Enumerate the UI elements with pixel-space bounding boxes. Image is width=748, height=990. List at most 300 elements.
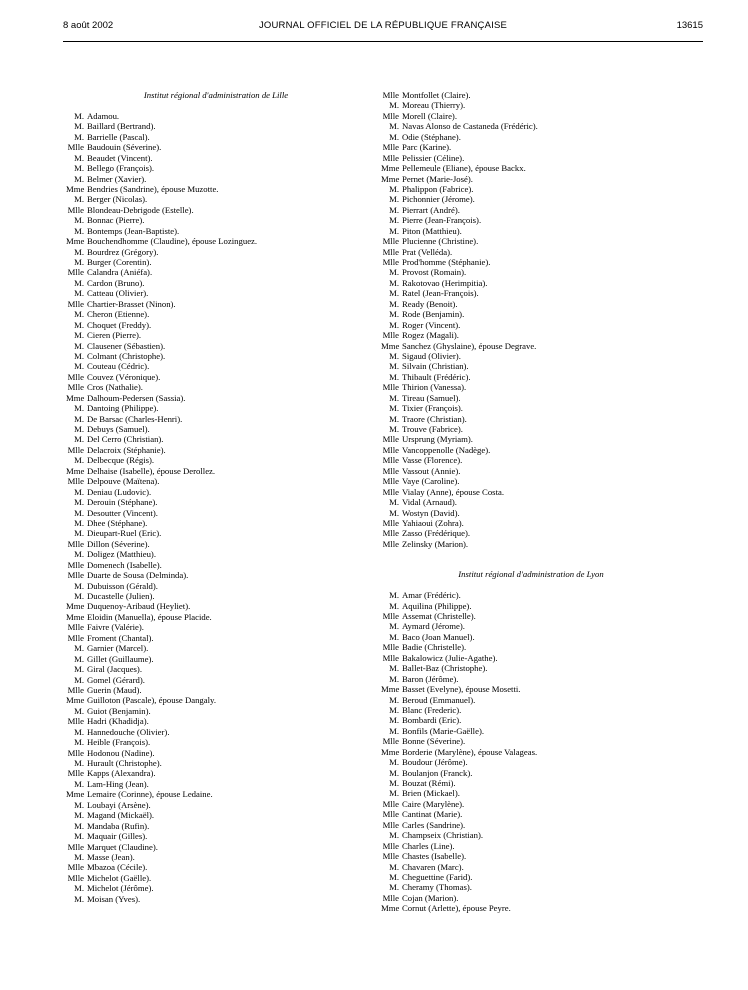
person-name: Piton (Matthieu). [402, 225, 462, 236]
civility-title: Mlle [382, 798, 399, 809]
person-name: Vasse (Florence). [402, 455, 463, 466]
civility-title: M. [74, 517, 84, 528]
list-item [381, 403, 681, 413]
civility-title: M. [389, 267, 399, 278]
list-item [381, 132, 681, 142]
person-name: Couteau (Cédric). [87, 361, 150, 372]
civility-title: M. [389, 183, 399, 194]
civility-title: M. [389, 704, 399, 715]
civility-title: Mlle [67, 298, 84, 309]
list-item [381, 508, 681, 518]
civility-title: Mlle [67, 444, 84, 455]
civility-title: M. [389, 497, 399, 508]
civility-title: M. [74, 674, 84, 685]
list-item [381, 778, 681, 788]
list-item [66, 257, 366, 267]
list-item [381, 111, 681, 121]
list-item [381, 882, 681, 892]
list-item [381, 184, 681, 194]
person-name: Baudouin (Séverine). [87, 142, 162, 153]
list-item [381, 788, 681, 798]
civility-title: M. [74, 820, 84, 831]
civility-title: Mlle [382, 434, 399, 445]
person-name: Vialay (Anne), épouse Costa. [402, 486, 505, 497]
civility-title: Mlle [67, 716, 84, 727]
civility-title: M. [74, 225, 84, 236]
person-name: Cheguettine (Farid). [402, 871, 473, 882]
list-item [66, 476, 366, 486]
civility-title: M. [74, 580, 84, 591]
civility-title: Mlle [382, 517, 399, 528]
civility-title: Mlle [382, 382, 399, 393]
list-item [66, 247, 366, 257]
list-item [66, 487, 366, 497]
civility-title: M. [74, 194, 84, 205]
list-item [381, 174, 681, 184]
list-item [66, 821, 366, 831]
list-item [66, 361, 366, 371]
civility-title: Mme [381, 684, 400, 695]
list-item [381, 590, 681, 600]
person-name: Charles (Line). [402, 840, 455, 851]
civility-title: Mlle [382, 642, 399, 653]
person-name: Bendries (Sandrine), épouse Muzotte. [87, 183, 219, 194]
list-item [66, 309, 366, 319]
list-item [66, 330, 366, 340]
person-name: Adamou. [87, 110, 120, 121]
civility-title: M. [389, 778, 399, 788]
person-name: Choquet (Freddy). [87, 319, 152, 330]
person-name: Garnier (Marcel). [87, 643, 149, 654]
person-name: Ducastelle (Julien). [87, 591, 155, 601]
person-name: Thibault (Frédéric). [402, 371, 471, 382]
civility-title: M. [74, 110, 84, 121]
person-name: Pellemeule (Eliane), épouse Backx. [402, 163, 526, 174]
person-name: Silvain (Christian). [402, 361, 469, 372]
civility-title: M. [389, 590, 399, 601]
list-item [66, 132, 366, 142]
list-item [381, 341, 681, 351]
person-name: Tireau (Samuel). [402, 392, 461, 403]
person-name: Chavaren (Marc). [402, 861, 464, 872]
person-name: Wostyn (David). [402, 507, 460, 518]
person-name: Cardon (Bruno). [87, 277, 145, 288]
list-item [381, 736, 681, 746]
list-item [381, 872, 681, 882]
list-item [381, 455, 681, 465]
civility-title: Mme [66, 236, 85, 247]
civility-title: M. [74, 340, 84, 351]
person-name: Bontemps (Jean-Baptiste). [87, 225, 180, 236]
civility-title: Mlle [67, 841, 84, 852]
civility-title: M. [74, 361, 84, 372]
civility-title: M. [389, 694, 399, 705]
list-item [66, 873, 366, 883]
civility-title: M. [74, 350, 84, 361]
civility-title: M. [389, 121, 399, 132]
person-name: Vassout (Annie). [402, 465, 461, 476]
person-name: Guilloton (Pascale), épouse Dangaly. [87, 695, 216, 706]
person-name: Dalhoum-Pedersen (Sassia). [87, 392, 186, 403]
civility-title: M. [389, 194, 399, 205]
civility-title: M. [389, 277, 399, 288]
list-item [66, 299, 366, 309]
civility-title: Mlle [67, 204, 84, 215]
civility-title: M. [74, 319, 84, 330]
list-item [66, 215, 366, 225]
civility-title: M. [389, 215, 399, 226]
list-item [381, 414, 681, 424]
civility-title: Mlle [382, 809, 399, 820]
list-item [66, 810, 366, 820]
civility-title: Mlle [382, 110, 399, 121]
person-name: Bonfils (Marie-Gaëlle). [402, 725, 485, 736]
person-name: Bonnac (Pierre). [87, 215, 145, 226]
civility-title: M. [74, 883, 84, 894]
civility-title: M. [74, 131, 84, 142]
list-item [381, 903, 681, 913]
person-name: Chartier-Brasset (Ninon). [87, 298, 176, 309]
civility-title: M. [74, 643, 84, 654]
person-name: Zasso (Frédérique). [402, 528, 471, 539]
civility-title: Mlle [67, 538, 84, 549]
list-item [66, 153, 366, 163]
civility-title: M. [74, 549, 84, 560]
civility-title: M. [389, 413, 399, 424]
right-column [381, 90, 681, 914]
person-name: Catteau (Olivier). [87, 288, 149, 299]
lille-list-left [66, 111, 366, 904]
civility-title: Mme [66, 392, 85, 403]
person-name: Hodonou (Nadine). [87, 747, 155, 758]
person-name: Mbazoa (Cécile). [87, 862, 148, 873]
person-name: Champseix (Christian). [402, 830, 484, 841]
civility-title: Mlle [382, 330, 399, 341]
civility-title: M. [74, 664, 84, 675]
list-item [381, 278, 681, 288]
person-name: Boudour (Jérôme). [402, 757, 468, 768]
person-name: Assemat (Christelle). [402, 611, 476, 621]
list-item [381, 393, 681, 403]
civility-title: M. [74, 455, 84, 466]
civility-title: M. [74, 799, 84, 810]
civility-title: Mlle [67, 747, 84, 758]
list-item [66, 455, 366, 465]
list-item [66, 194, 366, 204]
civility-title: M. [74, 831, 84, 842]
list-item [381, 153, 681, 163]
list-item [66, 236, 366, 246]
section-title-lille: Institut régional d'administration de Lille [143, 90, 289, 100]
civility-title: M. [74, 215, 84, 226]
list-item [381, 747, 681, 757]
list-item [381, 257, 681, 267]
person-name: Cojan (Marion). [402, 892, 459, 903]
civility-title: Mlle [382, 152, 399, 163]
civility-title: Mlle [67, 476, 84, 487]
civility-title: M. [74, 758, 84, 768]
civility-title: M. [74, 424, 84, 434]
person-name: Burger (Corentin). [87, 257, 152, 267]
civility-title: M. [389, 131, 399, 142]
civility-title: M. [74, 528, 84, 539]
list-item [66, 664, 366, 674]
list-item [66, 758, 366, 768]
civility-title: M. [74, 497, 84, 508]
list-item [381, 361, 681, 371]
person-name: Parc (Karine). [402, 142, 452, 153]
list-item [66, 748, 366, 758]
civility-title: Mme [66, 601, 85, 612]
list-item [66, 591, 366, 601]
person-name: Maquair (Gilles). [87, 831, 148, 842]
person-name: Blondeau-Debrigode (Estelle). [87, 204, 194, 215]
list-item [381, 621, 681, 631]
person-name: Odie (Stéphane). [402, 131, 461, 142]
civility-title: Mlle [67, 622, 84, 633]
civility-title: Mme [66, 611, 85, 622]
person-name: Dantoing (Philippe). [87, 403, 159, 414]
person-name: Traore (Christian). [402, 413, 467, 424]
civility-title: Mlle [67, 570, 84, 581]
list-item [66, 424, 366, 434]
civility-title: M. [389, 361, 399, 372]
person-name: Duquenoy-Aribaud (Heyliet). [87, 601, 191, 612]
civility-title: Mlle [382, 476, 399, 487]
person-name: Mandaba (Rufin). [87, 820, 150, 831]
list-item [381, 663, 681, 673]
list-item [381, 497, 681, 507]
list-item [381, 163, 681, 173]
person-name: Trouve (Fabrice). [402, 424, 463, 434]
civility-title: M. [389, 298, 399, 309]
civility-title: Mlle [382, 246, 399, 257]
list-item [66, 716, 366, 726]
civility-title: M. [389, 392, 399, 403]
person-name: Hannedouche (Olivier). [87, 726, 170, 737]
civility-title: M. [74, 893, 84, 904]
person-name: Bourdrez (Grégory). [87, 246, 159, 257]
person-name: Hurault (Christophe). [87, 758, 162, 768]
list-item [66, 111, 366, 121]
person-name: Faivre (Valérie). [87, 622, 144, 633]
list-item [66, 142, 366, 152]
person-name: Baco (Joan Manuel). [402, 631, 475, 642]
person-name: Masse (Jean). [87, 851, 135, 862]
civility-title: Mme [66, 465, 85, 476]
person-name: Aquilina (Philippe). [402, 600, 472, 611]
person-name: Gillet (Guillaume). [87, 653, 154, 664]
civility-title: M. [74, 591, 84, 601]
person-name: Delhaise (Isabelle), épouse Derollez. [87, 465, 216, 476]
lyon-list [381, 590, 681, 914]
person-name: Cheramy (Thomas). [402, 882, 472, 893]
left-column [66, 90, 366, 904]
lille-list-right [381, 90, 681, 549]
list-item [66, 768, 366, 778]
list-item [66, 403, 366, 413]
civility-title: M. [74, 737, 84, 748]
list-item [381, 632, 681, 642]
list-item [381, 862, 681, 872]
person-name: Plucienne (Christine). [402, 236, 479, 247]
person-name: Delacroix (Stéphanie). [87, 444, 166, 455]
list-item [381, 799, 681, 809]
civility-title: M. [74, 257, 84, 267]
list-item [66, 466, 366, 476]
person-name: Couvez (Véronique). [87, 371, 161, 382]
section-title-lyon: Institut régional d'administration de Lyon [458, 569, 604, 580]
civility-title: M. [389, 225, 399, 236]
list-item [381, 841, 681, 851]
civility-title: Mlle [382, 90, 399, 100]
civility-title: Mlle [382, 486, 399, 497]
civility-title: Mlle [67, 768, 84, 779]
civility-title: M. [74, 653, 84, 664]
list-item [381, 90, 681, 100]
list-item [381, 539, 681, 549]
civility-title: Mme [66, 695, 85, 706]
civility-title: M. [74, 246, 84, 257]
issue-date: 8 août 2002 [63, 20, 114, 31]
civility-title: Mlle [382, 236, 399, 247]
civility-title: M. [389, 100, 399, 111]
person-name: Ballet-Baz (Christophe). [402, 663, 488, 674]
list-item [381, 226, 681, 236]
civility-title: Mlle [382, 257, 399, 267]
person-name: Gomel (Gérard). [87, 674, 145, 685]
civility-title: M. [389, 788, 399, 799]
list-item [381, 236, 681, 246]
civility-title: M. [389, 424, 399, 434]
list-item [66, 414, 366, 424]
person-name: Zelinsky (Marion). [402, 538, 469, 549]
person-name: Guerin (Maud). [87, 684, 142, 695]
person-name: Moisan (Yves). [87, 893, 141, 904]
person-name: Del Cerro (Christian). [87, 434, 164, 445]
list-item [66, 288, 366, 298]
person-name: Vancoppenolle (Nadège). [402, 444, 491, 455]
list-item [66, 278, 366, 288]
list-item [381, 121, 681, 131]
list-item [381, 372, 681, 382]
person-name: Blanc (Frederic). [402, 704, 462, 715]
civility-title: Mme [66, 789, 85, 800]
person-name: Ratel (Jean-François). [402, 288, 479, 299]
list-item [66, 341, 366, 351]
person-name: Aymard (Jérome). [402, 621, 465, 632]
page-header [63, 17, 703, 42]
list-item [381, 351, 681, 361]
civility-title: M. [74, 486, 84, 497]
civility-title: M. [74, 726, 84, 737]
person-name: Delbecque (Régis). [87, 455, 155, 466]
list-item [381, 309, 681, 319]
person-name: Bonne (Séverine). [402, 736, 466, 747]
civility-title: Mlle [382, 819, 399, 830]
civility-title: M. [74, 851, 84, 862]
list-item [66, 393, 366, 403]
list-item [381, 893, 681, 903]
list-item [381, 434, 681, 444]
list-item [66, 789, 366, 799]
civility-title: M. [389, 621, 399, 632]
person-name: Rakotovao (Herimpitia). [402, 277, 488, 288]
person-name: Vaye (Caroline). [402, 476, 460, 487]
person-name: Michelot (Gaëlle). [87, 872, 152, 883]
list-item [381, 445, 681, 455]
list-item [381, 320, 681, 330]
person-name: Loubayi (Arsène). [87, 799, 151, 810]
list-item [381, 247, 681, 257]
list-item [66, 184, 366, 194]
civility-title: Mlle [382, 444, 399, 455]
person-name: Michelot (Jérôme). [87, 883, 154, 894]
civility-title: M. [389, 371, 399, 382]
person-name: Guiot (Benjamin). [87, 705, 151, 716]
person-name: Cornut (Arlette), épouse Peyre. [402, 903, 511, 914]
person-name: Cheron (Etienne). [87, 309, 150, 320]
civility-title: Mme [381, 903, 400, 914]
civility-title: M. [389, 403, 399, 414]
list-item [66, 831, 366, 841]
person-name: Baron (Jérôme). [402, 673, 459, 684]
civility-title: M. [74, 330, 84, 341]
person-name: Pierrart (André). [402, 204, 460, 215]
list-item [66, 612, 366, 622]
person-name: Belmer (Xavier). [87, 173, 147, 184]
person-name: Phalippon (Fabrice). [402, 183, 474, 194]
list-item [66, 727, 366, 737]
person-name: Carles (Sandrine). [402, 819, 466, 830]
person-name: Lemaire (Corinne), épouse Ledaine. [87, 789, 213, 800]
list-item [381, 299, 681, 309]
civility-title: Mlle [382, 851, 399, 862]
civility-title: Mlle [67, 872, 84, 883]
person-name: Thirion (Vanessa). [402, 382, 467, 393]
list-item [381, 809, 681, 819]
list-item [66, 883, 366, 893]
list-item [381, 611, 681, 621]
civility-title: Mme [381, 163, 400, 174]
civility-title: M. [389, 309, 399, 320]
list-item [66, 508, 366, 518]
person-name: Duarte de Sousa (Delminda). [87, 570, 189, 581]
civility-title: Mlle [382, 736, 399, 747]
list-item [66, 320, 366, 330]
list-item [66, 779, 366, 789]
person-name: Amar (Frédéric). [402, 590, 461, 601]
person-name: Morell (Claire). [402, 110, 458, 121]
person-name: Pierre (Jean-François). [402, 215, 482, 226]
person-name: Dhee (Stéphane). [87, 517, 148, 528]
list-item [381, 330, 681, 340]
person-name: Kapps (Alexandra). [87, 768, 156, 779]
civility-title: M. [389, 204, 399, 215]
person-name: Roger (Vincent). [402, 319, 461, 330]
list-item [66, 842, 366, 852]
list-item [381, 382, 681, 392]
civility-title: M. [74, 309, 84, 320]
civility-title: Mlle [67, 142, 84, 153]
list-item [381, 142, 681, 152]
civility-title: M. [389, 830, 399, 841]
civility-title: Mlle [382, 538, 399, 549]
list-item [381, 100, 681, 110]
list-item [66, 633, 366, 643]
civility-title: M. [74, 810, 84, 821]
list-item [66, 737, 366, 747]
